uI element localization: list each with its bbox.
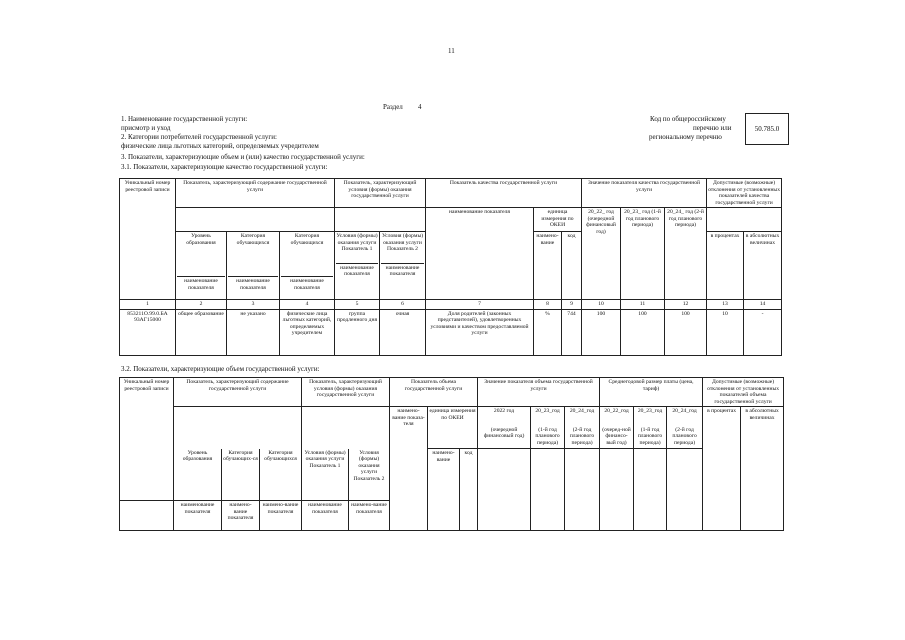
volume-heading: 3.2. Показатели, характеризующие объем государственной услуги:: [121, 365, 320, 373]
col-year-1: 20_22_ год (очередной финансовый год): [582, 208, 621, 300]
col2-year-3: 20_24_год (2-й год планового периода): [565, 407, 600, 449]
col2-deviation: Допустимые (возможные) отклонения от установленных показателей объема государственной услуги: [703, 378, 784, 407]
col-year-3: 20_24_ год (2-й год планового периода): [665, 208, 707, 300]
footer-name-4: наименование показателя: [302, 501, 349, 531]
column-numbers-row: 1 2 3 4 5 6 7 8 9 10 11 12 13 14: [120, 300, 782, 310]
footer-name-3: наимено-вание показателя: [260, 501, 302, 531]
col2-values: Значение показателя объема государственной услуги: [478, 378, 600, 407]
registry-code-box: 50.785.0: [745, 113, 789, 145]
footer-name-2: наимено-вание показателя: [222, 501, 260, 531]
col2-price-2: 20_23_год (1-й год планового периода): [634, 407, 667, 449]
volume-table: [119, 377, 784, 531]
col-cond-2: Условия (формы) оказания услуги Показатель 2 наименование показателя: [380, 232, 426, 300]
col-dev-absolute: в абсолютных величинах: [744, 232, 782, 300]
col-unit-code: код: [562, 232, 582, 300]
col-category-1: Категория обучающихся наименование показателя: [227, 232, 280, 300]
code-label-2: перечню или: [693, 124, 732, 132]
col2-level: Уровень образования: [174, 449, 222, 501]
col-dev-percent: в процентах: [707, 232, 744, 300]
col-quality: Показатель качества государственной услуги: [426, 179, 582, 208]
col2-unique-number: Уникальный номер реестровой записи: [120, 378, 174, 501]
col2-volume-name: наимено-вание показа-теля: [390, 407, 428, 531]
col2-volume: Показатель объема государственной услуги: [390, 378, 478, 407]
col-values: Значение показателя качества государственной услуги: [582, 179, 707, 208]
col2-cond-2: Условия (формы) оказания услуги Показатель 2: [349, 449, 390, 501]
section-label: Раздел: [383, 103, 403, 111]
quality-heading: 3.1. Показатели, характеризующие качество государственной услуги:: [121, 163, 328, 171]
table-row: 853211О.99.0.БА 93АГ15000 общее образование не указано физические лица льготных категорий, определяемых учредителем группа продленного дня очная Доля родителей (законных представителей), удовлетворенных условиями и качеством предоставляемой услуги % 744 100 100 100 10 -: [120, 309, 782, 355]
service-name-label: 1. Наименование государственной услуги:: [121, 115, 248, 123]
col2-year-2: 20_23_год (1-й год планового периода): [531, 407, 565, 449]
footer-name-1: наименование показателя: [174, 501, 222, 531]
col-unique-number: Уникальный номер реестровой записи: [120, 179, 176, 300]
indicators-heading: 3. Показатели, характеризующие объем и (или) качество государственной услуги:: [121, 153, 365, 161]
consumers-label: 2. Категории потребителей государственной услуги:: [121, 133, 277, 141]
service-name-value: присмотр и уход: [121, 124, 171, 132]
col2-price: Среднегодовой размер платы (цена, тариф): [600, 378, 703, 407]
consumers-value: физические лица льготных категорий, определяемых учредителем: [121, 142, 319, 150]
col-deviation: Допустимые (возможные) отклонения от установленных показателей качества государственной услуги: [708, 180, 780, 206]
col-indicator-name: наименование показателя: [426, 208, 534, 300]
col-level: Уровень образования наименование показателя: [176, 232, 227, 300]
code-label-1: Код по общероссийскому: [650, 115, 726, 123]
col-year-2: 20_23_ год (1-й год планового периода): [621, 208, 665, 300]
quality-table: [119, 178, 782, 356]
col-conditions: Показатель, характеризующий условия (формы) оказания государственной услуги: [335, 179, 426, 208]
col2-price-3: 20_24_год (2-й год планового периода): [667, 407, 703, 449]
col-content: Показатель, характеризующий содержание государственной услуги: [176, 179, 335, 208]
col-unit: единица измерения по ОКЕИ: [534, 208, 582, 232]
col2-content: Показатель, характеризующий содержание государственной услуги: [174, 378, 302, 407]
col2-category-1: Категория обучающих-ся: [222, 449, 260, 501]
col2-dev-percent: в процентах: [703, 407, 741, 449]
col2-category-2: Категория обучающихся: [260, 449, 302, 501]
col2-dev-absolute: в абсолютных величинах: [741, 407, 784, 449]
col2-price-1: 20_22_год (очеред-ной финансо-вый год): [600, 407, 634, 449]
col2-unit-code: код: [460, 449, 478, 531]
col2-conditions: Показатель, характеризующий условия (формы) оказания государственной услуги: [302, 378, 390, 407]
col-category-2: Категория обучающихся наименование показателя: [280, 232, 335, 300]
col2-year-1: 2022 год (очередной финансовый год): [478, 407, 531, 449]
col2-cond-1: Условия (формы) оказания услуги Показатель 1: [302, 449, 349, 501]
page-number: 11: [448, 47, 455, 55]
col-unit-name: наимено-вание: [534, 232, 562, 300]
section-number: 4: [418, 103, 422, 111]
code-label-3: региональному перечню: [649, 133, 722, 141]
col-cond-1: Условия (формы) оказания услуги Показатель 1 наименование показателя: [335, 232, 380, 300]
col2-unit-name: наимено-вание: [428, 449, 460, 531]
footer-name-5: наимено-вание показателя: [349, 501, 390, 531]
col2-unit: единица измерения по ОКЕИ: [428, 407, 478, 449]
